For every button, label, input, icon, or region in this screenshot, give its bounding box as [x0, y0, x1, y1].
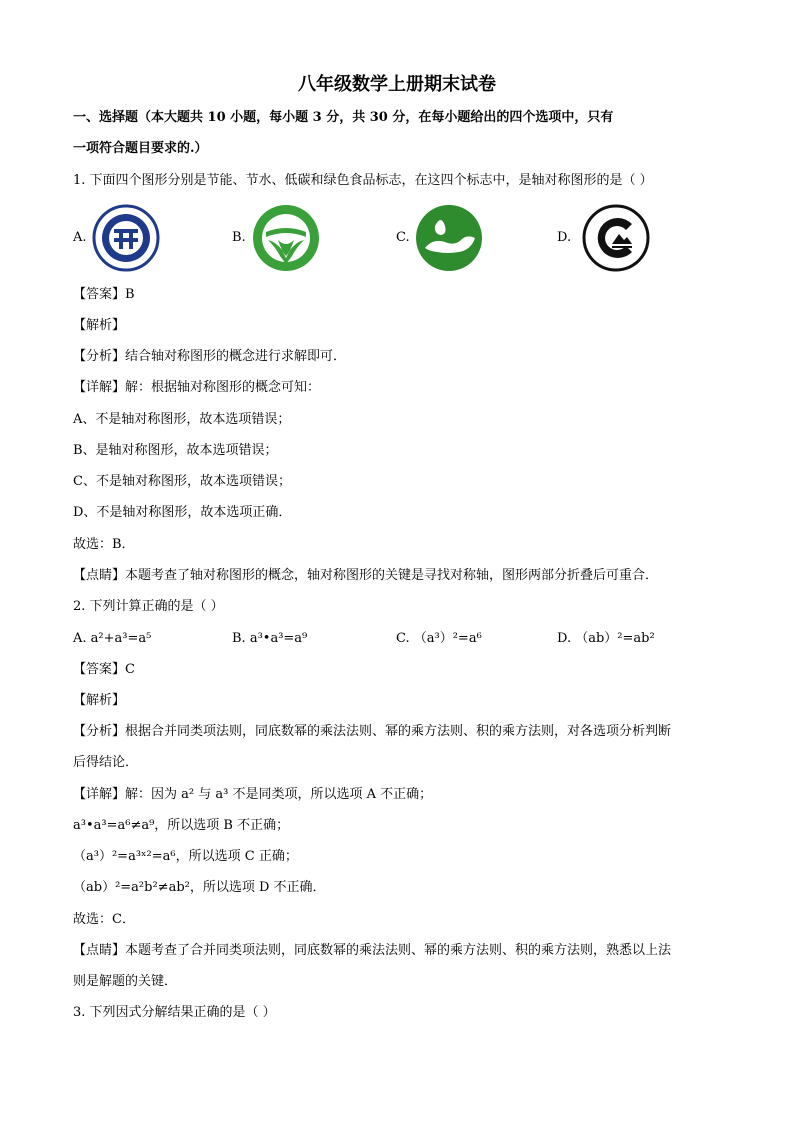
q1-option-d-label: D. — [557, 230, 572, 245]
section-heading-line2: 一项符合题目要求的.） — [73, 141, 208, 156]
q2-fenxi-line1: 【分析】根据合并同类项法则，同底数幂的乘法法则、幂的乘方法则、积的乘方法则，对各选项分析判断 — [73, 724, 672, 739]
q1-line-c: C、不是轴对称图形，故本选项错误； — [73, 474, 291, 489]
page-title: 八年级数学上册期末试卷 — [298, 74, 496, 95]
q2-line-c: （a³）²=a³ˣ²=a⁶，所以选项 C 正确； — [73, 849, 298, 864]
q2-choice: 故选：C． — [73, 912, 135, 927]
q1-answer: 【答案】B — [73, 287, 135, 302]
q2-analysis-label: 【解析】 — [73, 693, 126, 708]
q2-dianjing-line1: 【点睛】本题考查了合并同类项法则，同底数幂的乘法法则、幂的乘方法则、积的乘方法则，熟悉以上法 — [73, 943, 672, 958]
q1-dianjing: 【点睛】本题考查了轴对称图形的概念，轴对称图形的关键是寻找对称轴，图形两部分折叠后可重合． — [73, 568, 659, 583]
q1-choice: 故选：B． — [73, 537, 135, 552]
q1-option-b-label: B. — [232, 230, 246, 245]
q1-option-a-label: A. — [73, 230, 87, 245]
q1-line-a: A、不是轴对称图形，故本选项错误； — [73, 412, 291, 427]
q1-analysis-label: 【解析】 — [73, 318, 126, 333]
q2-option-d: D. （ab）²=ab² — [557, 631, 655, 646]
q1-fenxi: 【分析】结合轴对称图形的概念进行求解即可． — [73, 349, 347, 364]
green-food-logo-icon — [582, 204, 650, 272]
q2-dianjing-line2: 则是解题的关键． — [73, 974, 178, 989]
q2-xiangjie: 【详解】解：因为 a² 与 a³ 不是同类项，所以选项 A 不正确； — [73, 787, 433, 802]
q2-answer: 【答案】C — [73, 662, 135, 677]
q2-line-b: a³•a³=a⁶≠a⁹，所以选项 B 不正确； — [73, 818, 290, 833]
water-saving-logo-icon — [252, 204, 320, 272]
q1-stem: 1. 下面四个图形分别是节能、节水、低碳和绿色食品标志，在这四个标志中，是轴对称图形的是（ ） — [73, 173, 653, 188]
q2-fenxi-line2: 后得结论． — [73, 755, 139, 770]
energy-saving-logo-icon — [92, 204, 160, 272]
q1-line-b: B、是轴对称图形，故本选项错误； — [73, 443, 278, 458]
q2-option-c: C. （a³）²=a⁶ — [396, 631, 482, 646]
q1-xiangjie: 【详解】解：根据轴对称图形的概念可知： — [73, 380, 321, 395]
q2-line-d: （ab）²=a²b²≠ab²，所以选项 D 不正确． — [73, 880, 326, 895]
q3-stem: 3. 下列因式分解结果正确的是（ ） — [73, 1005, 276, 1020]
q2-option-a: A. a²+a³=a⁵ — [73, 631, 152, 646]
q1-line-d: D、不是轴对称图形，故本选项正确． — [73, 505, 292, 520]
low-carbon-logo-icon — [415, 204, 483, 272]
q2-stem: 2. 下列计算正确的是（ ） — [73, 599, 224, 614]
q2-option-b: B. a³•a³=a⁹ — [232, 631, 308, 646]
q1-option-c-label: C. — [396, 230, 410, 245]
section-heading-line1: 一、选择题（本大题共 10 小题，每小题 3 分，共 30 分，在每小题给出的四个选项中，只有 — [73, 110, 614, 125]
